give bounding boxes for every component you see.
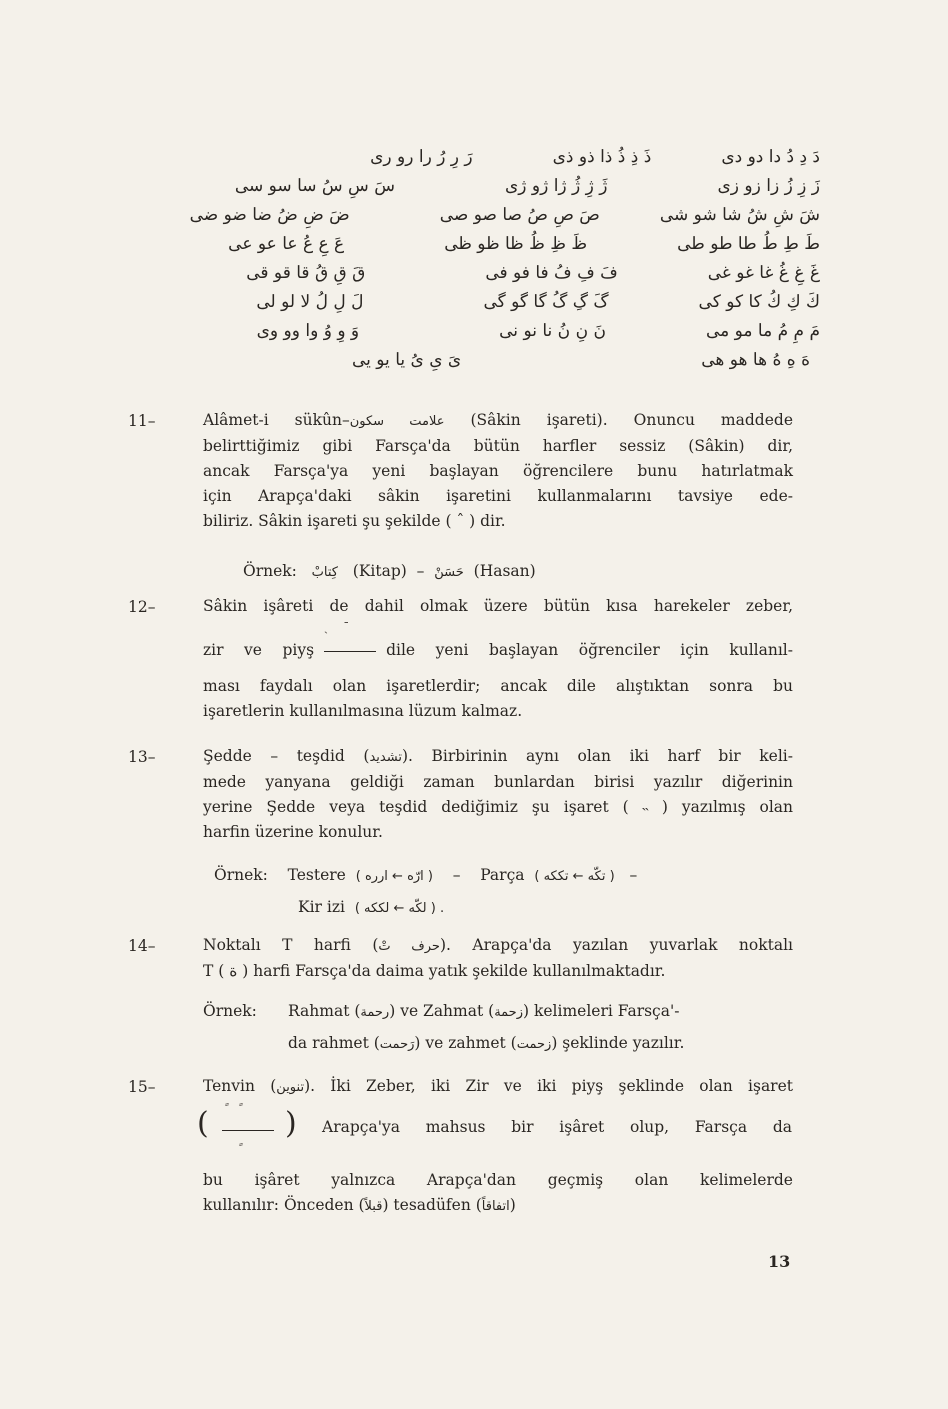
text-span: Noktalı T harfi ( — [203, 936, 379, 954]
text-line: yerine Şedde veya teşdid dediğimiz şu işaret ( ˵ ) yazılmış olan — [203, 798, 793, 816]
chart-row — [120, 142, 820, 171]
close-paren-icon: ) — [285, 1106, 297, 1141]
chart-group: مَ مِ مُ ما مو می — [705, 320, 820, 341]
section-11-paragraph — [203, 408, 793, 534]
tanvin-marks-icon: ً ً — [224, 1102, 243, 1116]
chart-row — [120, 345, 820, 374]
harakat-marks-icon: ˏ ˉ — [324, 620, 350, 634]
chart-row — [120, 287, 820, 316]
text-span: da rahmet ( — [288, 1034, 380, 1052]
chart-group: كَ كِ كُ كا كو كی — [698, 291, 820, 312]
arabic-text: زحمة — [494, 1005, 523, 1020]
text-span: dile yeni başlayan öğrenciler için kullanıl- — [386, 641, 793, 659]
section-11-example — [243, 558, 536, 586]
chart-group: دَ دِ دُ دا دو دی — [721, 146, 820, 167]
section-14-example-label: Örnek: — [203, 1002, 257, 1020]
section-15-paragraph-end — [203, 1168, 793, 1219]
chart-group: نَ نِ نُ نا نو نی — [499, 320, 606, 341]
page-number: 13 — [768, 1252, 791, 1271]
text-span: Rahmat ( — [288, 1002, 361, 1020]
section-13-example-cont — [298, 894, 444, 922]
chart-group: ذَ ذِ ذُ ذا ذو ذی — [552, 146, 652, 167]
chart-group: گَ گِ گُ گا گو گی — [483, 291, 609, 312]
text-line — [203, 1193, 793, 1219]
chart-group: هَ هِ هُ ها هو هی — [701, 349, 810, 370]
arabic-text: اتفاقاً — [481, 1199, 510, 1214]
text-span: Parça — [480, 866, 525, 884]
arabic-text: زحمت — [516, 1037, 552, 1052]
text-line — [203, 933, 793, 959]
text-line: ancak Farsça'ya yeni başlayan öğrencilere bunu hatırlatmak — [203, 462, 793, 480]
text-line: T ( ة ) harfi Farsça'da daima yatık şekilde kullanılmaktadır. — [203, 962, 666, 980]
text-span: (Kitap) — [352, 562, 407, 580]
chart-group: عَ عِ عُ عا عو عی — [228, 233, 345, 254]
chart-group: لَ لِ لُ لا لو لی — [256, 291, 364, 312]
text-span: Kir izi — [298, 898, 345, 916]
text-span: ) kelimeleri Farsça'- — [523, 1002, 680, 1020]
text-line: belirttiğimiz gibi Farsça'da bütün harfler sessiz (Sâkin) dir, — [203, 437, 793, 455]
text-span: ) ve zahmet ( — [414, 1034, 517, 1052]
text-line: harfin üzerine konulur. — [203, 823, 383, 841]
chart-group: ظَ ظِ ظُ ظا ظو ظی — [444, 233, 588, 254]
chart-group: رَ رِ رُ را رو ری — [370, 146, 473, 167]
text-span: ) tesadüfen ( — [382, 1196, 482, 1214]
chart-group: سَ سِ سُ سا سو سی — [234, 175, 395, 196]
section-15-paragraph — [203, 1074, 793, 1100]
text-line: ması faydalı olan işaretlerdir; ancak dile alıştıktan sonra bu — [203, 677, 793, 695]
dash: – — [452, 866, 461, 884]
chart-group: فَ فِ فُ فا فو فی — [485, 262, 618, 283]
section-number: 11– — [128, 412, 156, 430]
example-label: Örnek: — [243, 562, 297, 580]
open-paren-icon: ( — [197, 1106, 209, 1141]
text-span: ) — [509, 1196, 516, 1214]
chart-row — [120, 171, 820, 200]
chart-group: وَ وِ وُ وا وو وی — [256, 320, 360, 341]
chart-group: یَ یِ یُ یا یو یی — [351, 349, 462, 370]
text-line: biliriz. Sâkin işareti şu şekilde ( ˆ ) dir. — [203, 512, 506, 530]
section-number: 13– — [128, 748, 156, 766]
arabic-text: ( تكّه ← تككه ) — [534, 869, 615, 884]
text-span: (Sâkin işareti). Onuncu maddede — [444, 411, 793, 429]
text-line: için Arapça'daki sâkin işaretini kullanmalarını tavsiye ede- — [203, 487, 793, 505]
text-line — [203, 638, 793, 663]
dash: – — [416, 562, 425, 580]
text-span: ). Birbirinin aynı olan iki harf bir keli- — [401, 747, 793, 765]
section-13-paragraph — [203, 744, 793, 845]
text-span: ) şeklinde yazılır. — [551, 1034, 685, 1052]
example-label: Örnek: — [214, 866, 268, 884]
text-span: ). İki Zeber, iki Zir ve iki piyş şeklinde olan işaret — [304, 1077, 793, 1095]
dash: – — [629, 866, 638, 884]
chart-group: ضَ ضِ ضُ ضا ضو ضی — [189, 204, 350, 225]
section-number: 12– — [128, 598, 156, 616]
text-span: ). Arapça'da yazılan yuvarlak noktalı — [439, 936, 794, 954]
section-14-paragraph — [203, 933, 793, 984]
text-line: Sâkin işâreti de dahil olmak üzere bütün kısa harekeler zeber, — [203, 597, 793, 615]
text-span: Testere — [287, 866, 346, 884]
section-14-example-line1 — [288, 998, 679, 1026]
text-span: (Hasan) — [473, 562, 536, 580]
chart-group: ژَ ژِ ژُ ژا ژو ژی — [504, 175, 608, 196]
tanvin-line-icon — [222, 1130, 274, 1131]
arabic-text: حرف تْ — [378, 939, 440, 954]
text-span: zir ve piyş — [203, 641, 315, 659]
section-12-paragraph — [203, 594, 793, 619]
arabic-text: علامت سکون — [349, 414, 445, 429]
section-12-paragraph-end — [203, 674, 793, 724]
section-number: 14– — [128, 937, 156, 955]
arabic-text: رحمة — [360, 1005, 390, 1020]
text-line: işaretlerin kullanılmasına lüzum kalmaz. — [203, 702, 523, 720]
arabic-text: قبلاً — [364, 1199, 383, 1214]
arabic-text: رَحمت — [379, 1037, 415, 1052]
section-14-example-line2 — [288, 1030, 684, 1058]
chart-row — [120, 200, 820, 229]
text-span: Tenvin ( — [203, 1077, 277, 1095]
arabic-text: حَسَنْ — [434, 565, 464, 580]
text-line: mede yanyana geldiği zaman bunlardan birisi yazılır diğerinin — [203, 773, 793, 791]
section-12-paragraph-cont — [203, 638, 793, 663]
arabic-text: ( ارّه ← ارره ) — [355, 869, 433, 884]
text-line — [203, 1074, 793, 1100]
text-line — [203, 744, 793, 770]
arabic-text: تنوین — [276, 1080, 305, 1095]
chart-group: طَ طِ طُ طا طو طی — [677, 233, 820, 254]
text-span: Alâmet-i sükûn– — [203, 411, 350, 429]
chart-group: شَ شِ شُ شا شو شی — [659, 204, 820, 225]
arabic-text: ( لكّه ← لككه ) . — [354, 901, 445, 916]
section-number: 15– — [128, 1078, 156, 1096]
chart-row — [120, 316, 820, 345]
text-span: ) ve Zahmat ( — [389, 1002, 495, 1020]
arabic-text: تشدید — [369, 750, 402, 765]
arabic-text: كِتابْ — [311, 565, 338, 580]
section-15-line2: Arapça'ya mahsus bir işâret olup, Farsça da — [322, 1118, 792, 1136]
chart-row — [120, 229, 820, 258]
text-line — [203, 408, 793, 434]
chart-row — [120, 258, 820, 287]
text-span: Şedde – teşdid ( — [203, 747, 370, 765]
text-line: bu işâret yalnızca Arapça'dan geçmiş olan kelimelerde — [203, 1171, 793, 1189]
text-span: kullanılır: Önceden ( — [203, 1196, 365, 1214]
arabic-letter-chart — [120, 142, 820, 374]
chart-group: صَ صِ صُ صا صو صی — [439, 204, 600, 225]
chart-group: زَ زِ زُ زا زو زی — [717, 175, 820, 196]
section-13-example — [214, 862, 637, 890]
chart-group: غَ غِ غُ غا غو غی — [707, 262, 820, 283]
chart-group: قَ قِ قُ قا قو قی — [246, 262, 366, 283]
harakat-line-icon — [324, 651, 376, 652]
